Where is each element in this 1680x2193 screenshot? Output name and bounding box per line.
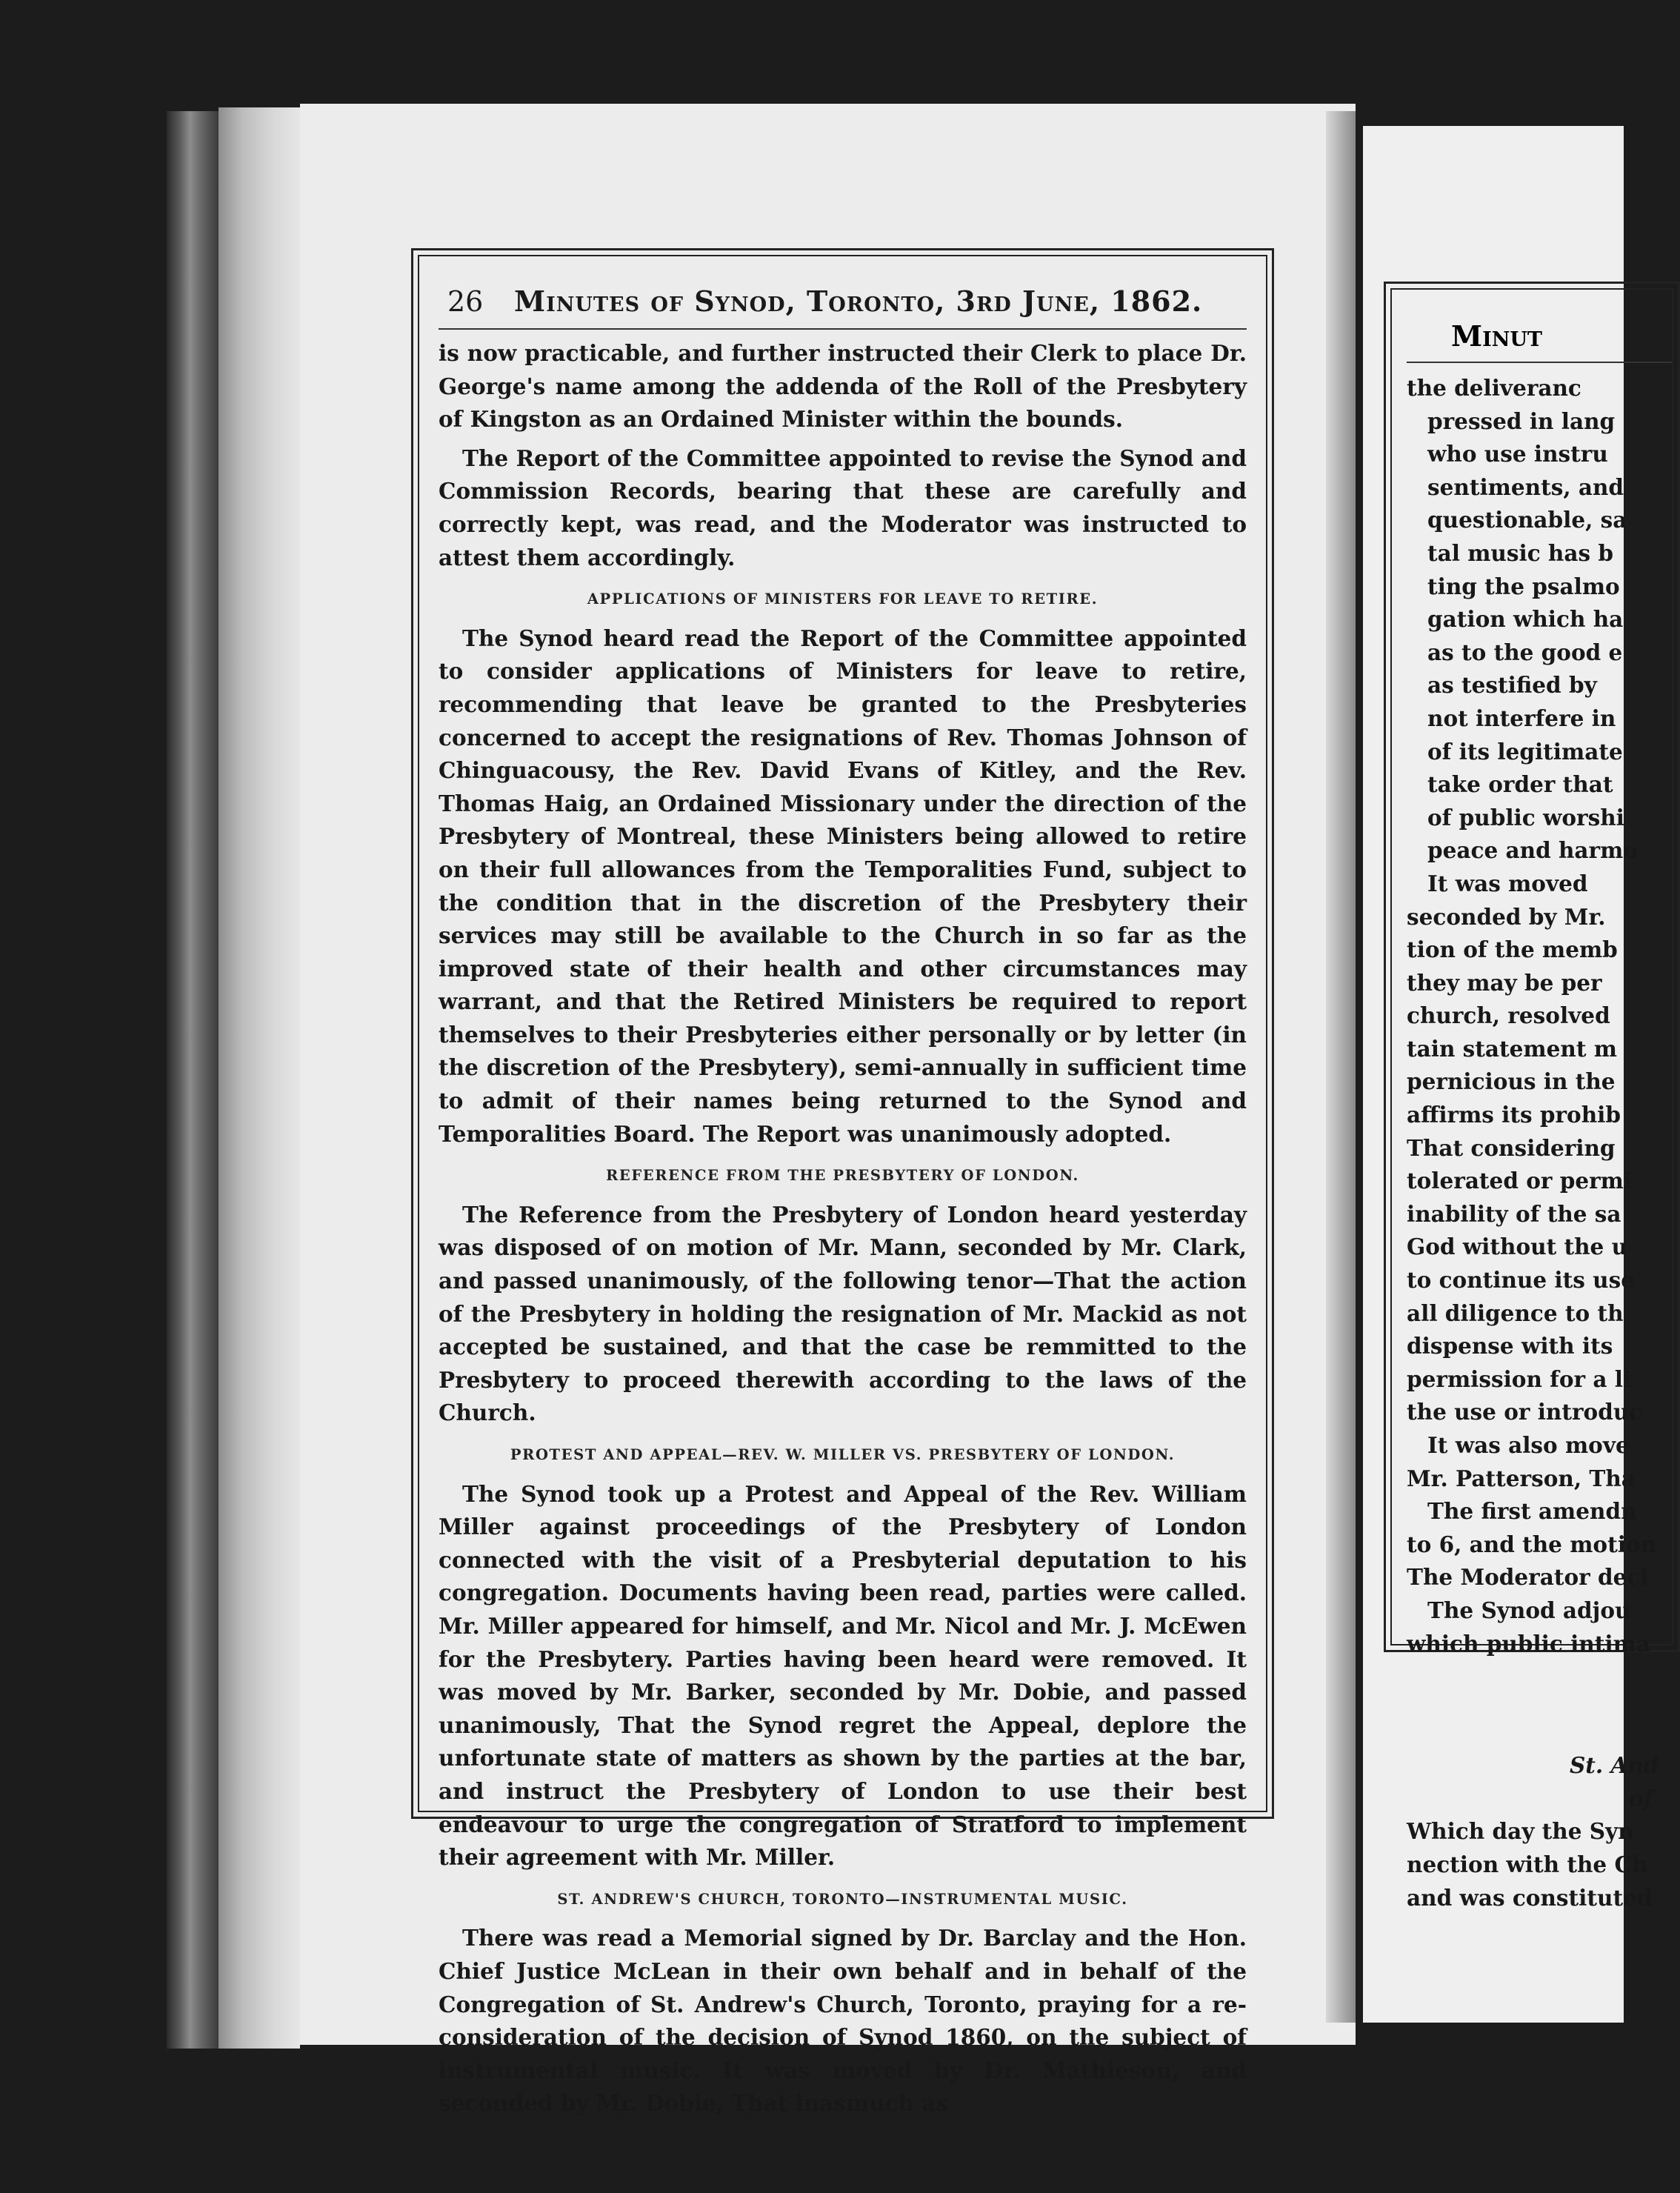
right-italic-heading: St. And: [1570, 1752, 1659, 1779]
header-rule: [439, 328, 1247, 330]
right-text-line: all diligence to th: [1407, 1300, 1624, 1326]
right-text-line: inability of the sa: [1407, 1200, 1621, 1227]
right-header-rule: [1407, 362, 1672, 363]
paragraph: The Report of the Committee appointed to revise the Synod and Commission Records, bearing that these are carefully and correctly kept, was read, and the Moderator was instructed to attest them accordingly.: [439, 445, 1247, 570]
right-page-text-frame: [1384, 282, 1680, 1911]
section-heading: APPLICATIONS OF MINISTERS FOR LEAVE TO RETIRE.: [587, 590, 1099, 608]
right-text-line: as to the good e: [1427, 639, 1623, 665]
page-edge-shadow: [219, 107, 300, 2049]
right-page-text-frame-inner: [1390, 288, 1673, 1911]
right-text-line: The first amendn: [1427, 1498, 1637, 1525]
right-text-line: take order that: [1427, 771, 1613, 798]
right-text-line: of public worshi: [1427, 804, 1624, 831]
right-text-line: Which day the Syn: [1407, 1818, 1634, 1845]
paragraph: is now practicable, and further instructed their Clerk to place Dr. George's name among the addenda of the Roll of the Presbytery of Kingston as an Ordained Minister within the bounds.: [439, 340, 1247, 433]
right-text-line: church, resolved: [1407, 1002, 1610, 1029]
paragraph: The Synod took up a Protest and Appeal of the Rev. William Miller against proceedings of the Presbytery of London connected with the visit of a Presbyterial deputation to his congregation. Documents having been read, parties were called. Mr. Miller appeared for himself, and Mr. Nicol and Mr. J. McEwen for the Presbytery. Parties having been heard were removed. It was moved by Mr. Barker, seconded by Mr. Dobie, and passed unanimously, That the Synod regret the Appeal, deplore the unfortunate state of matters as shown by the parties at the bar, and instruct the Presbytery of London to use their best endeavour to urge the congregation of Stratford to implement their agreement with Mr. Miller.: [439, 1480, 1247, 1871]
right-text-line: The Moderator decl: [1407, 1564, 1649, 1591]
right-text-line: ting the psalmo: [1427, 573, 1620, 599]
right-text-line: the deliveranc: [1407, 375, 1581, 401]
book-spine: [167, 111, 219, 2049]
right-text-line: nection with the Ch: [1407, 1851, 1648, 1877]
right-text-line: they may be per: [1407, 969, 1602, 996]
right-text-line: tolerated or permi: [1407, 1168, 1633, 1194]
right-text-line: seconded by Mr.: [1407, 903, 1606, 930]
right-text-line: to continue its use: [1407, 1267, 1635, 1294]
left-page-text-frame: [411, 248, 1274, 2117]
right-text-line: Mr. Patterson, Tha: [1407, 1465, 1636, 1491]
right-text-line: the use or introduc: [1407, 1399, 1643, 1425]
right-text-line: and was constituted: [1407, 1884, 1653, 1911]
right-text-line: who use instru: [1427, 441, 1608, 467]
right-text-line: That considering: [1407, 1134, 1616, 1161]
right-text-line: pressed in lang: [1427, 407, 1616, 434]
paragraph: The Synod heard read the Report of the Committee appointed to consider applications of Ministers for leave to retire, recommending that leave be granted to the Presbyteries concerned to accept the resignations of Rev. Thomas Johnson of Chinguacousy, the Rev. David Evans of Kitley, and the Rev. Thomas Haig, an Ordained Missionary under the direction of the Presbytery of Montreal, these Ministers being allowed to retire on their full allowances from the Temporalities Fund, subject to the condition that in the discretion of the Presbytery their services may still be available to the Church in so far as the improved state of their health and other circumstances may warrant, and that the Retired Ministers be required to report themselves to their Presbyteries either personally or by letter (in the discretion of the Presbytery), semi-annually in sufficient time to admit of their names being returned to the Synod and Temporalities Board. The Report was unanimously adopted.: [439, 625, 1247, 1147]
right-text-line: questionable, sa: [1427, 507, 1627, 533]
right-text-line: dispense with its: [1407, 1333, 1613, 1360]
right-italic-heading: of: [1629, 1785, 1653, 1811]
section-heading: REFERENCE FROM THE PRESBYTERY OF LONDON.: [606, 1167, 1079, 1185]
right-page: [1363, 126, 1659, 2023]
right-text-line: as testified by: [1427, 672, 1597, 699]
right-text-line: to 6, and the motion: [1407, 1531, 1657, 1557]
page-number: 26: [447, 285, 484, 318]
right-page-body: [1407, 372, 1672, 1914]
right-text-line: affirms its prohib: [1407, 1102, 1621, 1128]
paragraph: The Reference from the Presbytery of London heard yesterday was disposed of on motion of Mr. Mann, seconded by Mr. Clark, and passed unanimously, of the following tenor—That the action of the Presbytery in holding the resignation of Mr. Mackid as not accepted be sustained, and that the case be remmitted to the Presbytery to proceed therewith according to the laws of the Church.: [439, 1201, 1247, 1426]
right-text-line: which public intima: [1407, 1630, 1650, 1657]
right-text-line: tain statement m: [1407, 1035, 1617, 1062]
right-text-line: permission for a li: [1407, 1365, 1632, 1392]
right-text-line: pernicious in the: [1407, 1068, 1616, 1095]
running-head: [447, 284, 1247, 328]
section-heading: PROTEST AND APPEAL—REV. W. MILLER VS. PRESBYTERY OF LONDON.: [510, 1446, 1176, 1463]
right-text-line: tion of the memb: [1407, 936, 1618, 963]
left-page-text-frame-inner: [418, 255, 1267, 2117]
right-text-line: tal music has b: [1427, 539, 1613, 566]
right-text-line: It was also move: [1427, 1432, 1630, 1458]
paragraph: There was read a Memorial signed by Dr. Barclay and the Hon. Chief Justice McLean in their own behalf and in behalf of the Congregation of St. Andrew's Church, Toronto, praying for a re-consideration of the decision of Synod 1860, on the subject of instrumental music. It was moved by Dr. Mathieson, and seconded by Mr. Dobie, That inasmuch as: [439, 1925, 1247, 2117]
right-spacer: [1407, 1660, 1672, 1749]
right-text-line: not interfere in: [1427, 705, 1616, 731]
right-text-line: gation which ha: [1427, 606, 1624, 633]
left-page-body: [439, 337, 1247, 2120]
right-text-line: sentiments, and: [1427, 473, 1624, 500]
running-title: Minutes of Synod, Toronto, 3rd June, 1862.: [514, 284, 1203, 318]
page-gutter: [1326, 111, 1356, 2023]
right-text-line: God without the u: [1407, 1234, 1628, 1260]
right-text-line: It was moved: [1427, 870, 1588, 896]
section-heading: ST. ANDREW'S CHURCH, TORONTO—INSTRUMENTAL MUSIC.: [557, 1890, 1128, 1908]
right-text-line: of its legitimate: [1427, 738, 1623, 765]
right-running-title: Minut: [1451, 319, 1543, 353]
right-text-line: The Synod adjou: [1427, 1597, 1631, 1623]
right-text-line: peace and harmo: [1427, 837, 1638, 864]
